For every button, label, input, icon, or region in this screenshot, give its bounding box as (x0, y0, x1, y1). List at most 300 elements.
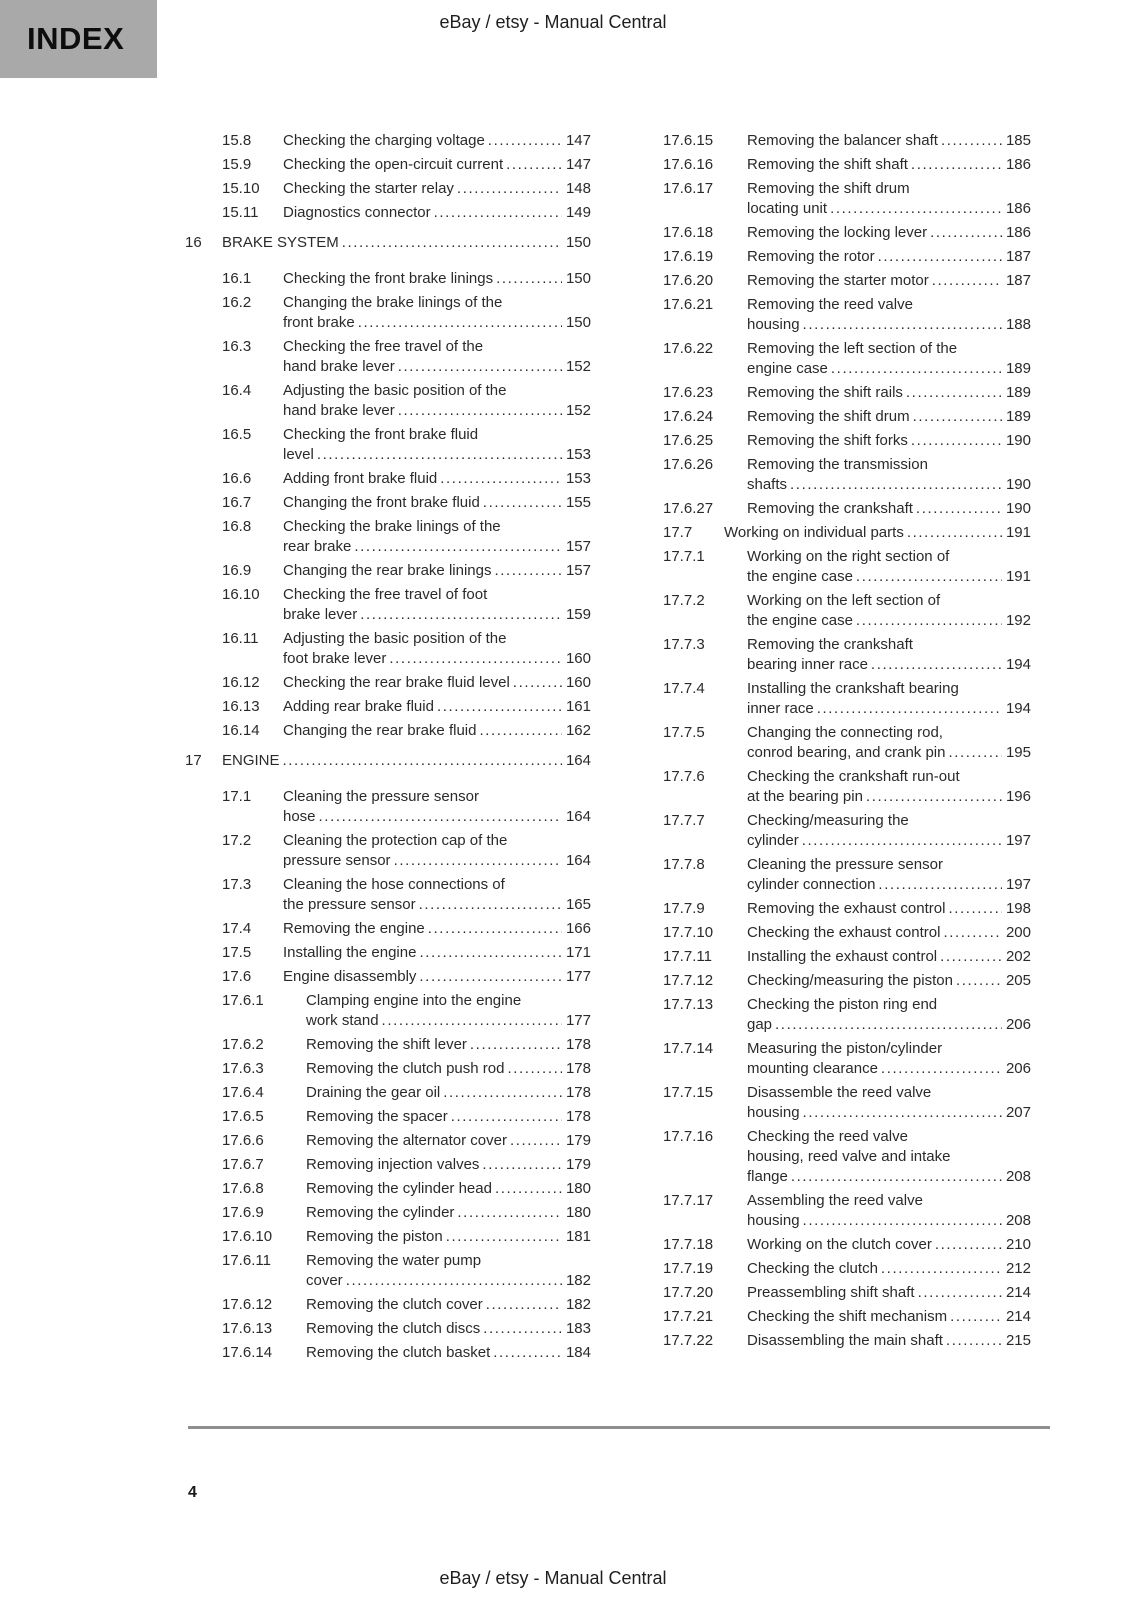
toc-entry-title (747, 995, 1031, 1035)
toc-entry-page: 181 (565, 1228, 591, 1245)
dot-leader (457, 1203, 562, 1223)
toc-entry-17.7.20[interactable] (663, 1283, 1031, 1303)
toc-entry-title (747, 923, 1031, 943)
toc-entry-15.9[interactable] (222, 155, 591, 175)
toc-entry-number: 16.6 (222, 470, 252, 487)
toc-entry-title-line: Disassemble the reed valve (747, 1084, 932, 1101)
dot-leader (856, 611, 1002, 631)
toc-entry-title-line: Cleaning the pressure sensor (283, 788, 479, 805)
dot-leader (394, 851, 562, 871)
toc-entry-title-line: Checking/measuring the piston (747, 972, 953, 989)
toc-entry-page: 164 (565, 752, 591, 769)
dot-leader (913, 407, 1002, 427)
toc-entry-title (747, 591, 1031, 631)
toc-entry-title-line: Checking the crankshaft run-out (747, 768, 960, 785)
toc-entry-title (747, 383, 1031, 403)
toc-entry-title (283, 919, 591, 939)
toc-entry-title (747, 455, 1031, 495)
toc-entry-17.6.15[interactable] (663, 131, 1031, 151)
toc-entry-page: 194 (1005, 700, 1031, 717)
toc-entry-17.6.12[interactable] (222, 1295, 591, 1315)
toc-entry-number: 17.7.13 (663, 996, 714, 1013)
toc-entry-title-line: Removing the piston (306, 1228, 443, 1245)
toc-entry-number: 17.7.3 (663, 636, 705, 653)
toc-entry-16.1[interactable] (222, 269, 591, 289)
toc-entry-title-line: gap (747, 1016, 773, 1033)
toc-entry-page: 215 (1005, 1332, 1031, 1349)
toc-entry-number: 15.10 (222, 180, 260, 197)
toc-entry-title-line: Changing the front brake fluid (283, 494, 480, 511)
toc-entry-title (747, 1083, 1031, 1123)
toc-entry-16[interactable] (185, 233, 591, 253)
toc-entry-page: 177 (565, 1012, 591, 1029)
toc-entry-title-line: Removing the shift forks (747, 432, 908, 449)
toc-entry-title (306, 1155, 591, 1175)
toc-entry-15.11[interactable] (222, 203, 591, 223)
dot-leader (916, 499, 1002, 519)
toc-entry-title-line: Checking/measuring the (747, 812, 909, 829)
toc-entry-17.7.11[interactable] (663, 947, 1031, 967)
toc-entry-number: 17.7.4 (663, 680, 705, 697)
toc-entry-page: 166 (565, 920, 591, 937)
toc-entry-title-line: Removing the cylinder head (306, 1180, 492, 1197)
toc-entry-17.6.10[interactable] (222, 1227, 591, 1247)
toc-entry-17.7.12[interactable] (663, 971, 1031, 991)
toc-entry-title (283, 425, 591, 465)
dot-leader (493, 1343, 562, 1363)
toc-entry-title-line: Checking the piston ring end (747, 996, 938, 1013)
dot-leader (506, 155, 562, 175)
toc-entry-17.3[interactable] (222, 875, 591, 915)
toc-entry-number: 16.2 (222, 294, 252, 311)
footer-title: eBay / etsy - Manual Central (439, 1568, 667, 1588)
toc-entry-17.7.3[interactable] (663, 635, 1031, 675)
dot-leader (935, 1235, 1002, 1255)
toc-entry-17.6.8[interactable] (222, 1179, 591, 1199)
dot-leader (856, 567, 1002, 587)
toc-entry-title (283, 337, 591, 377)
toc-entry-17.6.18[interactable] (663, 223, 1031, 243)
toc-entry-page: 148 (565, 180, 591, 197)
toc-entry-title-line: Working on the left section of (747, 592, 941, 609)
toc-entry-title-line: ENGINE (222, 752, 280, 769)
toc-entry-17.6.11[interactable] (222, 1251, 591, 1291)
toc-entry-17.6.22[interactable] (663, 339, 1031, 379)
toc-entry-17.7.16[interactable] (663, 1127, 1031, 1187)
toc-entry-17.6.9[interactable] (222, 1203, 591, 1223)
toc-entry-number: 17.7.9 (663, 900, 705, 917)
toc-entry-page: 150 (565, 234, 591, 251)
toc-entry-title-line: hose (283, 808, 316, 825)
dot-leader (360, 605, 562, 625)
toc-entry-page: 189 (1005, 384, 1031, 401)
toc-entry-title-line: level (283, 446, 314, 463)
toc-entry-17.6.13[interactable] (222, 1319, 591, 1339)
toc-column-left (185, 131, 591, 1367)
toc-entry-title-line: brake lever (283, 606, 358, 623)
toc-entry-17.7.19[interactable] (663, 1259, 1031, 1279)
toc-entry-16.13[interactable] (222, 697, 591, 717)
toc-entry-number: 17.6.20 (663, 272, 714, 289)
toc-entry-16.5[interactable] (222, 425, 591, 465)
toc-entry-page: 153 (565, 470, 591, 487)
toc-entry-17.6.3[interactable] (222, 1059, 591, 1079)
toc-entry-number: 17.6.14 (222, 1344, 273, 1361)
toc-entry-page: 208 (1005, 1168, 1031, 1185)
toc-entry-16.2[interactable] (222, 293, 591, 333)
toc-entry-page: 164 (565, 808, 591, 825)
toc-entry-page: 161 (565, 698, 591, 715)
toc-entry-17.6.1[interactable] (222, 991, 591, 1031)
toc-entry-page: 187 (1005, 248, 1031, 265)
toc-entry-page: 186 (1005, 200, 1031, 217)
toc-entry-title (283, 155, 591, 175)
toc-entry-17.6.16[interactable] (663, 155, 1031, 175)
toc-entry-17.6.7[interactable] (222, 1155, 591, 1175)
toc-entry-page: 196 (1005, 788, 1031, 805)
toc-entry-title (747, 947, 1031, 967)
toc-entry-title-line: Removing the clutch push rod (306, 1060, 505, 1077)
toc-entry-page: 205 (1005, 972, 1031, 989)
toc-entry-title-line: Changing the rear brake linings (283, 562, 492, 579)
toc-entry-17.6.14[interactable] (222, 1343, 591, 1363)
toc-entry-17.7.6[interactable] (663, 767, 1031, 807)
toc-entry-title (747, 1235, 1031, 1255)
dot-leader (775, 1015, 1002, 1035)
toc-entry-15.8[interactable] (222, 131, 591, 151)
dot-leader (802, 831, 1002, 851)
toc-entry-title (283, 585, 591, 625)
toc-entry-17.6.21[interactable] (663, 295, 1031, 335)
dot-leader (871, 655, 1002, 675)
toc-entry-page: 206 (1005, 1060, 1031, 1077)
toc-entry-17.1[interactable] (222, 787, 591, 827)
toc-entry-16.8[interactable] (222, 517, 591, 557)
dot-leader (496, 269, 562, 289)
toc-entry-17.6.24[interactable] (663, 407, 1031, 427)
toc-entry-title (283, 561, 591, 581)
toc-entry-title (747, 223, 1031, 243)
toc-entry-17.6.17[interactable] (663, 179, 1031, 219)
toc-entry-17.7.22[interactable] (663, 1331, 1031, 1351)
header-title: eBay / etsy - Manual Central (439, 12, 667, 32)
toc-entry-17.7.15[interactable] (663, 1083, 1031, 1123)
toc-entry-title (283, 787, 591, 827)
toc-entry-17.6.23[interactable] (663, 383, 1031, 403)
toc-entry-title-line: Removing the shift shaft (747, 156, 908, 173)
toc-entry-title (283, 203, 591, 223)
dot-leader (440, 469, 562, 489)
toc-entry-16.9[interactable] (222, 561, 591, 581)
toc-entry-number: 17.6.26 (663, 456, 714, 473)
dot-leader (483, 493, 562, 513)
toc-entry-title-line: Adjusting the basic position of the (283, 382, 507, 399)
toc-entry-number: 16.14 (222, 722, 260, 739)
toc-entry-title-line: Removing the balancer shaft (747, 132, 938, 149)
page-number: 4 (188, 1484, 197, 1501)
toc-entry-17.7.2[interactable] (663, 591, 1031, 631)
toc-entry-17.6.25[interactable] (663, 431, 1031, 451)
toc-entry-17.7.17[interactable] (663, 1191, 1031, 1231)
toc-entry-title-line: Changing the connecting rod, (747, 724, 943, 741)
toc-entry-title (747, 1283, 1031, 1303)
toc-entry-title-line: Diagnostics connector (283, 204, 431, 221)
toc-entry-title-line: inner race (747, 700, 814, 717)
toc-entry-title-line: Checking the brake linings of the (283, 518, 501, 535)
toc-entry-title (306, 1295, 591, 1315)
toc-entry-title (306, 1059, 591, 1079)
toc-entry-title-line: mounting clearance (747, 1060, 878, 1077)
toc-entry-title-line: Checking the front brake linings (283, 270, 494, 287)
toc-entry-title-line: Removing the shift lever (306, 1036, 467, 1053)
toc-entry-title (306, 1131, 591, 1151)
toc-entry-page: 200 (1005, 924, 1031, 941)
toc-entry-title (747, 179, 1031, 219)
dot-leader (911, 155, 1002, 175)
toc-entry-title-line: Removing the shift drum (747, 180, 910, 197)
toc-entry-17.6.27[interactable] (663, 499, 1031, 519)
toc-entry-number: 17.5 (222, 944, 252, 961)
toc-entry-title (747, 431, 1031, 451)
toc-entry-title (747, 1127, 1031, 1187)
dot-leader (470, 1035, 562, 1055)
toc-entry-number: 17.7.21 (663, 1308, 714, 1325)
toc-entry-number: 17.6.25 (663, 432, 714, 449)
dot-leader (911, 431, 1002, 451)
toc-entry-number: 17.3 (222, 876, 252, 893)
toc-entry-title (283, 697, 591, 717)
toc-entry-number: 17.7.22 (663, 1332, 714, 1349)
toc-entry-title-line: Engine disassembly (283, 968, 417, 985)
toc-entry-17.4[interactable] (222, 919, 591, 939)
toc-entry-15.10[interactable] (222, 179, 591, 199)
dot-leader (866, 787, 1002, 807)
toc-entry-title-line: Cleaning the pressure sensor (747, 856, 943, 873)
toc-entry-number: 16.3 (222, 338, 252, 355)
toc-entry-title (747, 131, 1031, 151)
toc-entry-title-line: Checking the free travel of the (283, 338, 484, 355)
toc-entry-title-line: Removing the rotor (747, 248, 875, 265)
toc-entry-17.7.21[interactable] (663, 1307, 1031, 1327)
toc-entry-number: 17.6.12 (222, 1296, 273, 1313)
toc-entry-title-line: the engine case (747, 612, 853, 629)
toc-entry-number: 17.6.22 (663, 340, 714, 357)
toc-entry-number: 16.10 (222, 586, 260, 603)
toc-entry-number: 16.4 (222, 382, 252, 399)
dot-leader (513, 673, 562, 693)
toc-entry-page: 207 (1005, 1104, 1031, 1121)
toc-entry-number: 17.6.10 (222, 1228, 273, 1245)
toc-entry-17.6.6[interactable] (222, 1131, 591, 1151)
toc-entry-17.6.5[interactable] (222, 1107, 591, 1127)
toc-entry-number: 17.6.4 (222, 1084, 264, 1101)
toc-entry-16.6[interactable] (222, 469, 591, 489)
toc-entry-page: 195 (1005, 744, 1031, 761)
toc-entry-title-line: Adding front brake fluid (283, 470, 438, 487)
dot-leader (907, 523, 1002, 543)
toc-entry-16.10[interactable] (222, 585, 591, 625)
dot-leader (446, 1227, 562, 1247)
toc-entry-16.3[interactable] (222, 337, 591, 377)
toc-entry-title-line: cylinder (747, 832, 799, 849)
toc-entry-number: 15.11 (222, 204, 259, 221)
dot-leader (948, 899, 1002, 919)
toc-entry-title-line: Checking the reed valve (747, 1128, 908, 1145)
toc-entry-title-line: conrod bearing, and crank pin (747, 744, 946, 761)
toc-entry-page: 150 (565, 270, 591, 287)
dot-leader (358, 313, 562, 333)
toc-entry-16.4[interactable] (222, 381, 591, 421)
toc-entry-page: 197 (1005, 832, 1031, 849)
toc-entry-number: 17.7.15 (663, 1084, 714, 1101)
dot-leader (950, 1307, 1002, 1327)
toc-entry-title-line: Checking the starter relay (283, 180, 454, 197)
toc-entry-number: 17.6.11 (222, 1252, 271, 1269)
toc-entry-title (283, 831, 591, 871)
toc-entry-title (283, 943, 591, 963)
toc-entry-17.5[interactable] (222, 943, 591, 963)
toc-entry-page: 202 (1005, 948, 1031, 965)
toc-entry-page: 182 (565, 1272, 591, 1289)
toc-entry-title-line: shafts (747, 476, 788, 493)
toc-entry-page: 197 (1005, 876, 1031, 893)
toc-entry-17.7.7[interactable] (663, 811, 1031, 851)
dot-leader (510, 1131, 562, 1151)
toc-entry-title-line: at the bearing pin (747, 788, 863, 805)
toc-entry-page: 190 (1005, 432, 1031, 449)
toc-entry-page: 157 (565, 538, 591, 555)
toc-entry-page: 180 (565, 1204, 591, 1221)
toc-entry-17.6.19[interactable] (663, 247, 1031, 267)
toc-entry-title-line: Removing the clutch cover (306, 1296, 483, 1313)
toc-entry-title-line: Removing the shift rails (747, 384, 903, 401)
toc-entry-number: 17.6.24 (663, 408, 714, 425)
toc-entry-title-line: Removing the left section of the (747, 340, 958, 357)
toc-entry-17.6.2[interactable] (222, 1035, 591, 1055)
toc-entry-page: 186 (1005, 156, 1031, 173)
toc-entry-17.7.14[interactable] (663, 1039, 1031, 1079)
toc-entry-17[interactable] (185, 751, 591, 771)
toc-entry-number: 15.9 (222, 156, 252, 173)
toc-entry-17.7.5[interactable] (663, 723, 1031, 763)
toc-entry-title (306, 1083, 591, 1103)
toc-entry-17.6[interactable] (222, 967, 591, 987)
toc-entry-title-line: Removing the engine (283, 920, 425, 937)
toc-entry-17.7.1[interactable] (663, 547, 1031, 587)
toc-entry-number: 17.7.8 (663, 856, 705, 873)
toc-entry-title (306, 1203, 591, 1223)
toc-entry-title-line: housing (747, 316, 800, 333)
toc-entry-title (747, 723, 1031, 763)
toc-entry-number: 16.11 (222, 630, 259, 647)
toc-entry-page: 159 (565, 606, 591, 623)
toc-entry-title-line: locating unit (747, 200, 828, 217)
toc-entry-17.7.8[interactable] (663, 855, 1031, 895)
toc-entry-title-line: Removing the exhaust control (747, 900, 946, 917)
toc-entry-title-line: housing, reed valve and intake (747, 1148, 951, 1165)
toc-entry-title-line: hand brake lever (283, 402, 395, 419)
toc-entry-page: 178 (565, 1084, 591, 1101)
toc-entry-number: 17.4 (222, 920, 252, 937)
toc-entry-number: 17.6.5 (222, 1108, 264, 1125)
dot-leader (398, 357, 562, 377)
toc-entry-page: 187 (1005, 272, 1031, 289)
toc-entry-17.6.4[interactable] (222, 1083, 591, 1103)
toc-entry-number: 16.5 (222, 426, 252, 443)
toc-entry-page: 190 (1005, 476, 1031, 493)
toc-entry-number: 16.7 (222, 494, 252, 511)
dot-leader (437, 697, 562, 717)
toc-entry-number: 17.6.1 (222, 992, 264, 1009)
toc-entry-17.7.9[interactable] (663, 899, 1031, 919)
toc-entry-16.12[interactable] (222, 673, 591, 693)
dot-leader (906, 383, 1002, 403)
toc-entry-title-line: cover (306, 1272, 343, 1289)
toc-entry-number: 17.7 (663, 524, 693, 541)
toc-entry-title-line: Changing the brake linings of the (283, 294, 503, 311)
toc-entry-title (747, 547, 1031, 587)
toc-entry-17.7.18[interactable] (663, 1235, 1031, 1255)
toc-entry-17.6.26[interactable] (663, 455, 1031, 495)
toc-entry-page: 153 (565, 446, 591, 463)
dot-leader (930, 223, 1002, 243)
toc-entry-title (306, 1343, 591, 1363)
toc-entry-number: 17.6.27 (663, 500, 714, 517)
toc-entry-title-line: the pressure sensor (283, 896, 416, 913)
toc-entry-title-line: Preassembling shift shaft (747, 1284, 915, 1301)
toc-entry-title (747, 295, 1031, 335)
toc-entry-page: 188 (1005, 316, 1031, 333)
dot-leader (830, 199, 1002, 219)
toc-entry-title-line: the engine case (747, 568, 853, 585)
toc-entry-17.6.20[interactable] (663, 271, 1031, 291)
toc-entry-16.7[interactable] (222, 493, 591, 513)
toc-entry-title (222, 751, 591, 771)
toc-entry-number: 17.7.2 (663, 592, 705, 609)
toc-entry-17.7.4[interactable] (663, 679, 1031, 719)
dot-leader (354, 537, 562, 557)
toc-entry-16.11[interactable] (222, 629, 591, 669)
toc-entry-title (306, 991, 591, 1031)
toc-entry-title (747, 811, 1031, 851)
toc-entry-page: 214 (1005, 1308, 1031, 1325)
toc-entry-title-line: Removing the water pump (306, 1252, 482, 1269)
toc-entry-title-line: rear brake (283, 538, 352, 555)
toc-entry-number: 17.6.21 (663, 296, 714, 313)
dot-leader (881, 1059, 1002, 1079)
toc-entry-title (747, 971, 1031, 991)
toc-entry-number: 15.8 (222, 132, 252, 149)
dot-leader (488, 131, 562, 151)
toc-entry-17.7[interactable] (663, 523, 1031, 543)
dot-leader (419, 895, 562, 915)
toc-entry-17.7.10[interactable] (663, 923, 1031, 943)
dot-leader (479, 721, 562, 741)
toc-entry-title-line: Removing the reed valve (747, 296, 913, 313)
toc-entry-title-line: Removing the locking lever (747, 224, 928, 241)
toc-entry-title-line: Working on the clutch cover (747, 1236, 932, 1253)
toc-entry-17.2[interactable] (222, 831, 591, 871)
toc-entry-number: 17.6.6 (222, 1132, 264, 1149)
toc-entry-title-line: Working on the right section of (747, 548, 950, 565)
toc-entry-title (283, 517, 591, 557)
dot-leader (803, 315, 1002, 335)
toc-entry-17.7.13[interactable] (663, 995, 1031, 1035)
toc-entry-title-line: Disassembling the main shaft (747, 1332, 943, 1349)
dot-leader (398, 401, 562, 421)
toc-entry-16.14[interactable] (222, 721, 591, 741)
toc-entry-number: 17.6.18 (663, 224, 714, 241)
